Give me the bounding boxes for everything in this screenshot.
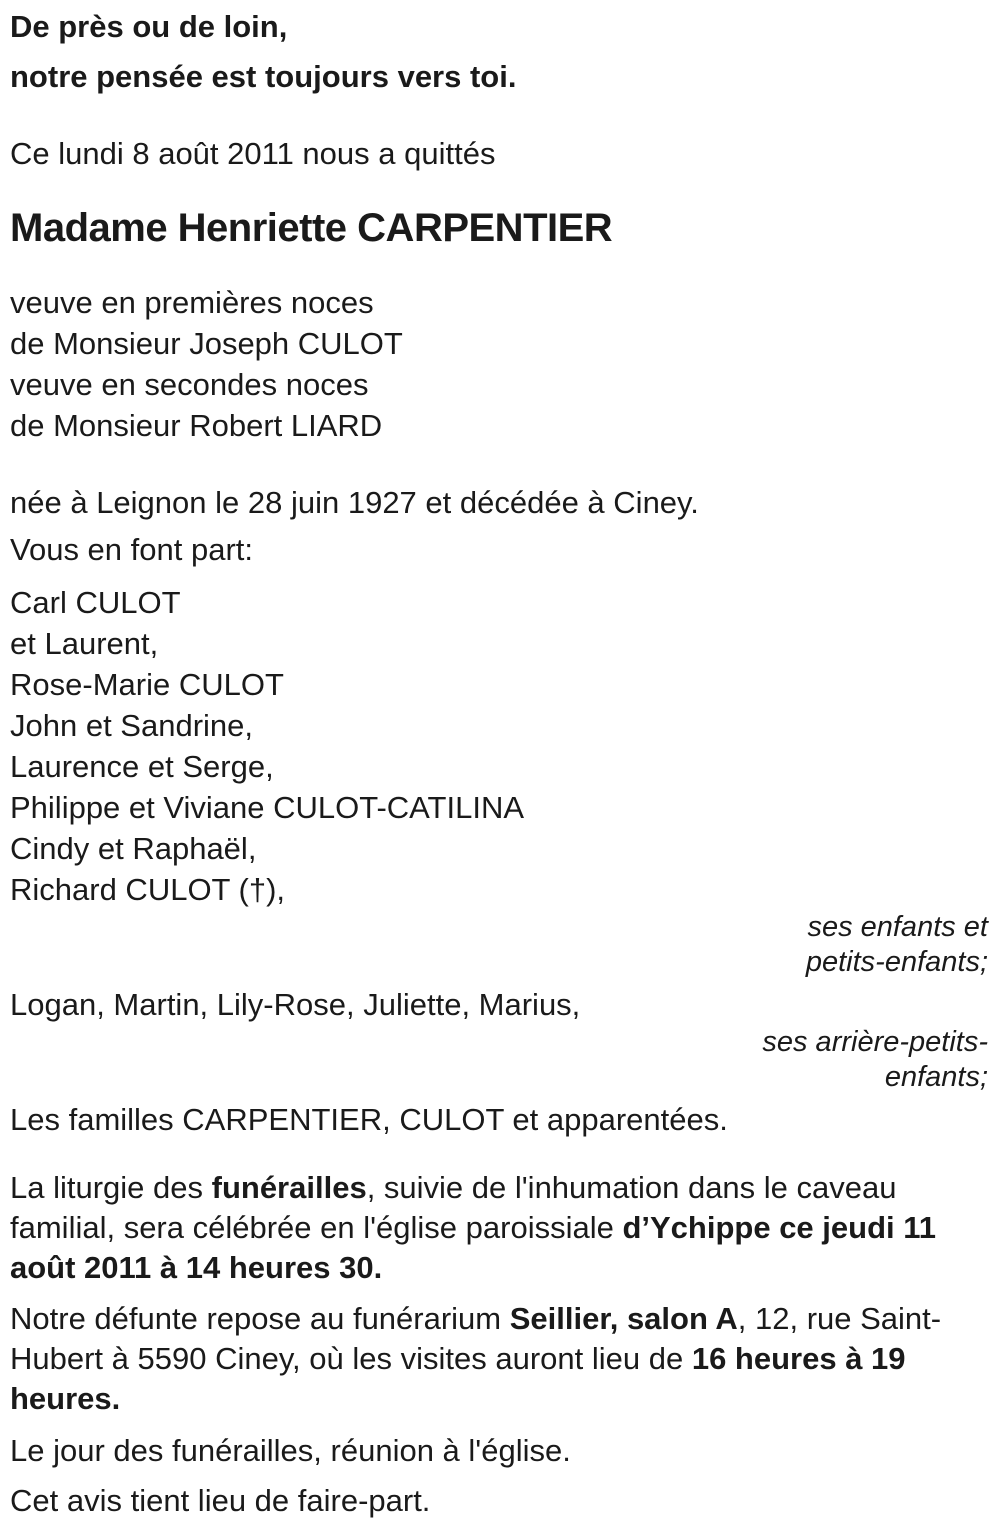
death-date-intro: Ce lundi 8 août 2011 nous a quittés xyxy=(10,136,496,171)
announcement-intro: Vous en font part: xyxy=(10,532,254,567)
family-line: Carl CULOT xyxy=(10,585,181,620)
family-line: Laurence et Serge, xyxy=(10,749,274,784)
relation-children-label xyxy=(10,910,988,980)
family-line: Philippe et Viviane CULOT-CATILINA xyxy=(10,790,525,825)
closing-notice-line: Cet avis tient lieu de faire-part. xyxy=(10,1483,431,1518)
family-line: Rose-Marie CULOT xyxy=(10,667,284,702)
family-line: John et Sandrine, xyxy=(10,708,254,743)
epigraph-line-2: notre pensée est toujours vers toi. xyxy=(10,59,517,94)
family-line: et Laurent, xyxy=(10,626,159,661)
relation-line: enfants; xyxy=(884,1061,988,1093)
related-families-line: Les familles CARPENTIER, CULOT et apparentées. xyxy=(10,1102,728,1137)
funeral-service-paragraph: La liturgie des funérailles, suivie de l'inhumation dans le caveau familial, sera célébrée en l'église paroissiale d’Ychippe ce jeudi 11 août 2011 à 14 heures 30. xyxy=(10,1170,937,1285)
marital-line: de Monsieur Robert LIARD xyxy=(10,408,383,443)
marital-line: veuve en premières noces xyxy=(10,285,374,320)
marital-line: de Monsieur Joseph CULOT xyxy=(10,326,403,361)
funerarium-visits-paragraph: Notre défunte repose au funérarium Seillier, salon A, 12, rue Saint-Hubert à 5590 Ciney, où les visites auront lieu de 16 heures à 19 heures. xyxy=(10,1301,942,1416)
family-names-block xyxy=(10,582,988,910)
birth-death-line: née à Leignon le 28 juin 1927 et décédée à Ciney. xyxy=(10,485,699,520)
relation-line: ses enfants et xyxy=(807,911,988,943)
great-grandchildren-names: Logan, Martin, Lily-Rose, Juliette, Marius, xyxy=(10,987,581,1022)
deceased-name-title: Madame Henriette CARPENTIER xyxy=(10,206,613,250)
marital-status-block xyxy=(10,282,988,446)
epigraph-line-1: De près ou de loin, xyxy=(10,9,288,44)
family-line: Cindy et Raphaël, xyxy=(10,831,257,866)
family-line: Richard CULOT (†), xyxy=(10,872,286,907)
relation-line: ses arrière-petits- xyxy=(762,1026,988,1058)
marital-line: veuve en secondes noces xyxy=(10,367,369,402)
relation-great-grandchildren-label xyxy=(10,1025,988,1095)
church-meeting-line: Le jour des funérailles, réunion à l'église. xyxy=(10,1433,571,1468)
relation-line: petits-enfants; xyxy=(805,946,988,978)
